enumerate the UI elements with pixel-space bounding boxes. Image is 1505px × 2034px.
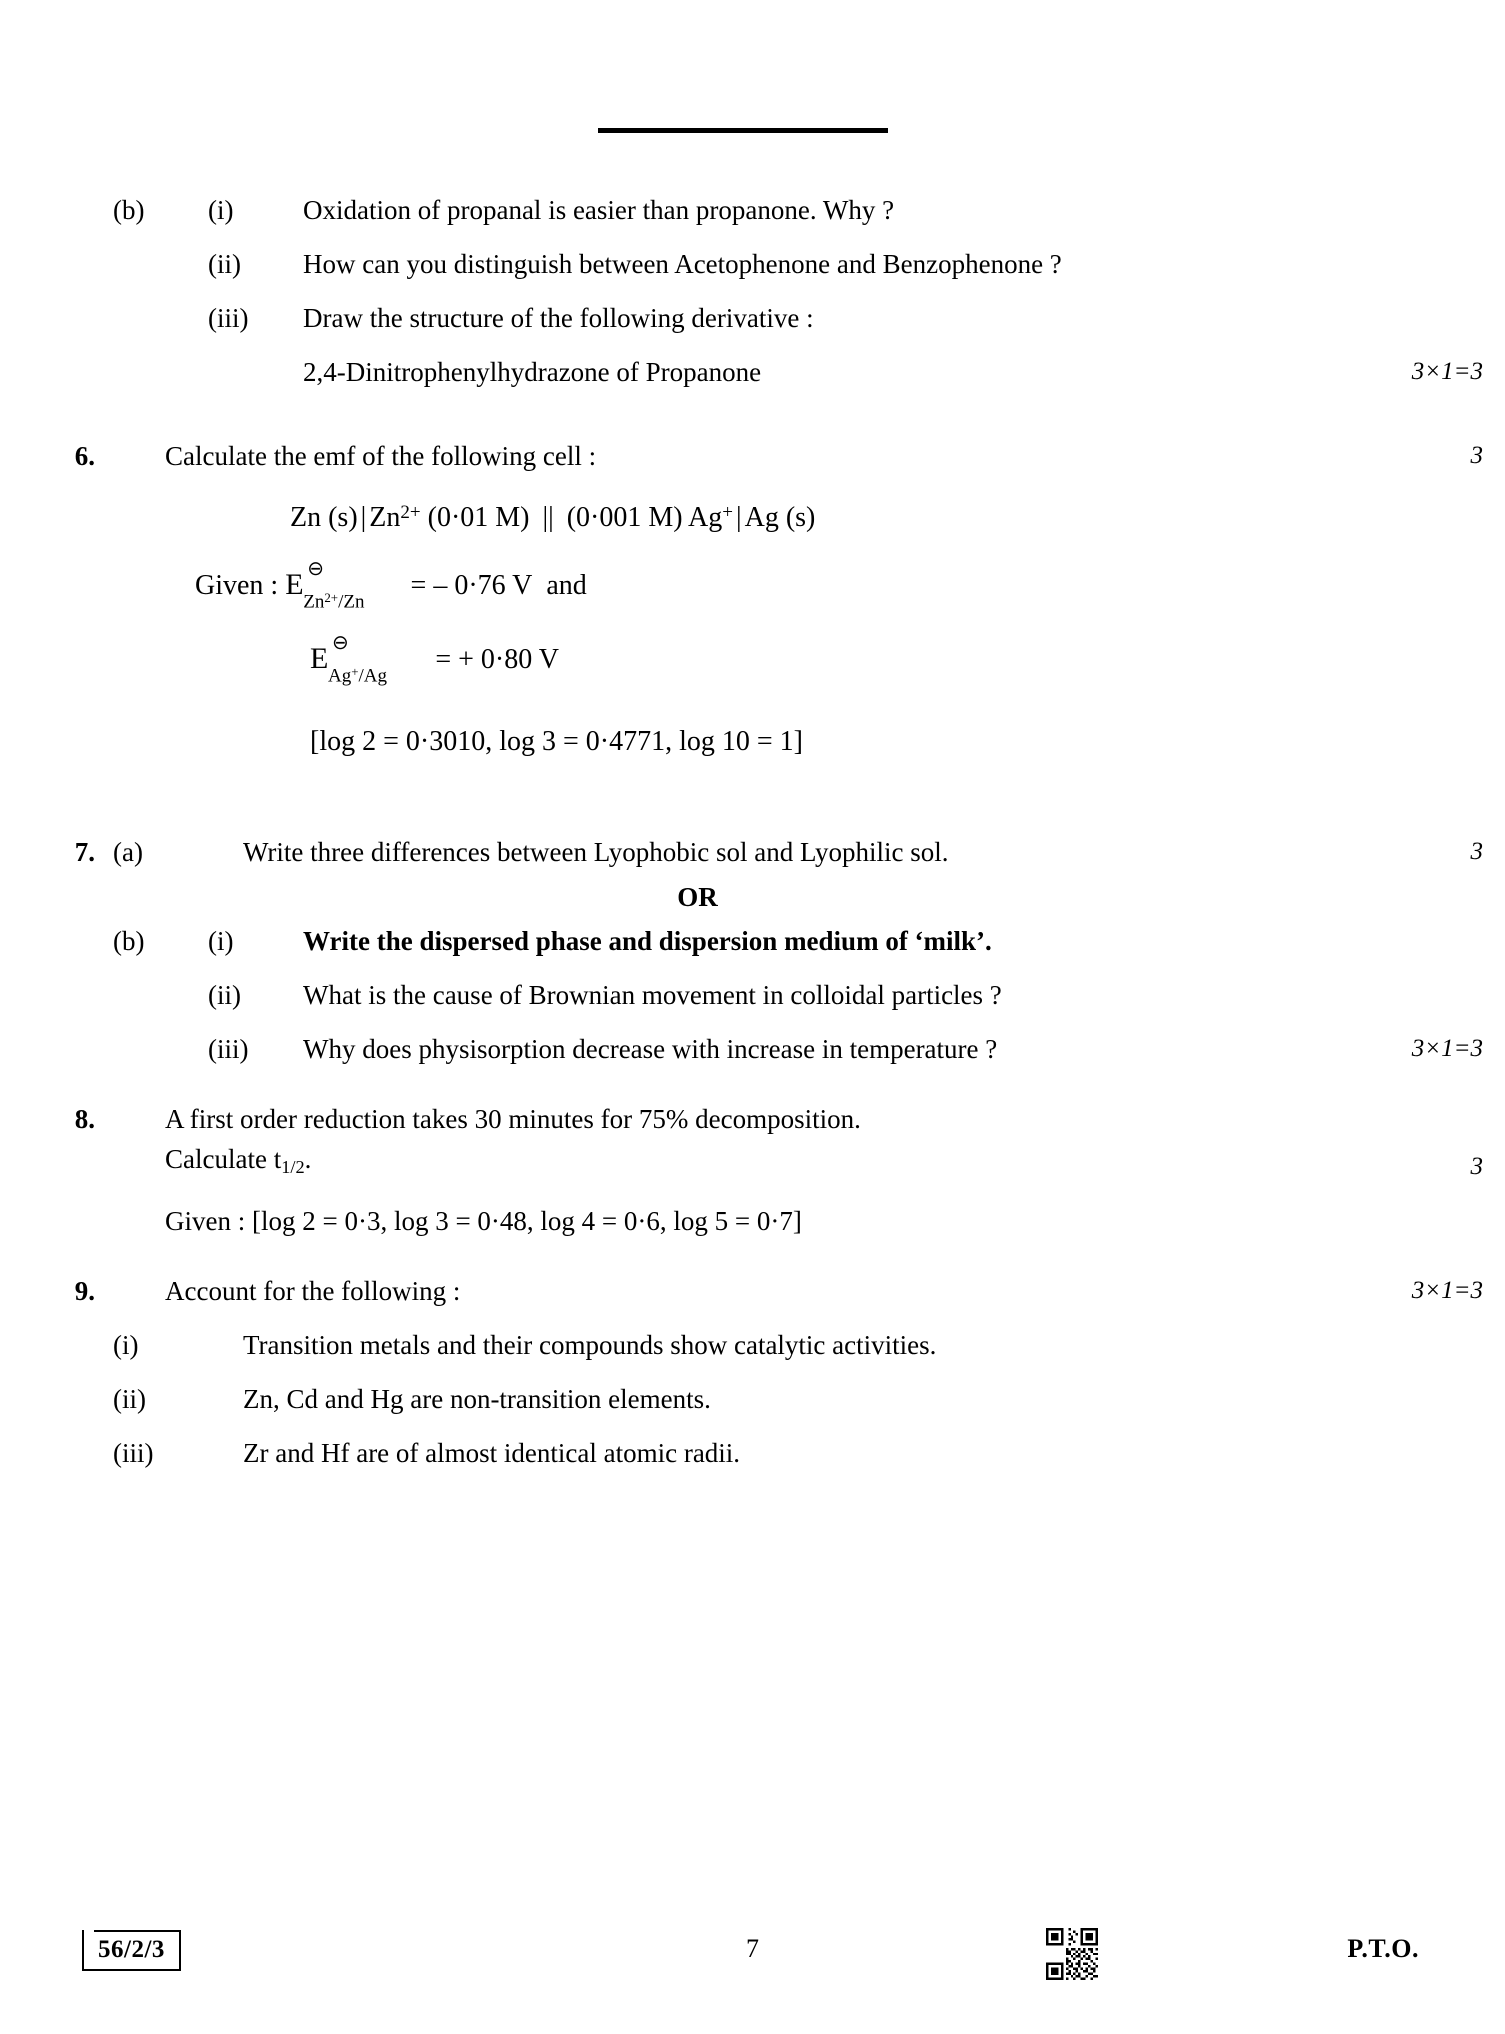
question-alpha: (a) bbox=[113, 837, 143, 867]
part-roman: (i) bbox=[113, 1330, 139, 1361]
question-8-given bbox=[0, 1201, 1505, 1241]
part-text: Transition metals and their compounds show catalytic activities. bbox=[243, 1330, 937, 1361]
question-7b-part-ii bbox=[0, 975, 1505, 1015]
qr-code-icon bbox=[1046, 1928, 1098, 1980]
part-text: Oxidation of propanal is easier than propanone. Why ? bbox=[303, 195, 895, 225]
question-7b-part-iii bbox=[0, 1029, 1505, 1069]
question-text: Write three differences between Lyophobic sol and Lyophilic sol. bbox=[243, 837, 949, 867]
question-number: 9. bbox=[74, 1276, 95, 1307]
given-log-values-q8: Given : [log 2 = 0·3, log 3 = 0·48, log 4 = 0·6, log 5 = 0·7] bbox=[165, 1206, 802, 1237]
spacer bbox=[0, 758, 1505, 802]
question-text bbox=[113, 1099, 1373, 1187]
part-text: Zr and Hf are of almost identical atomic radii. bbox=[243, 1438, 741, 1469]
half-life-subscript: 1/2 bbox=[281, 1157, 305, 1178]
standard-potential-zn: E ⊖ $Zn^{2+}/Zn$ bbox=[285, 558, 365, 613]
part-roman: (i) bbox=[208, 926, 234, 956]
spacer bbox=[0, 230, 1505, 244]
spacer bbox=[0, 961, 1505, 975]
question-alpha: (b) bbox=[113, 926, 145, 956]
part-roman: (ii) bbox=[208, 980, 241, 1010]
spacer bbox=[0, 1419, 1505, 1433]
part-roman: (iii) bbox=[208, 303, 249, 333]
question-number: 8. bbox=[74, 1104, 95, 1134]
question-5b-part-iii bbox=[0, 298, 1505, 338]
paper-code: 56/2/3 bbox=[82, 1930, 181, 1971]
given-electrode-potential-2: E ⊖ Ag+/Ag = + 0·80 V bbox=[310, 632, 559, 687]
page-content bbox=[0, 190, 1505, 1473]
header-rule bbox=[598, 128, 888, 133]
question-text: Account for the following : bbox=[165, 1276, 461, 1307]
question-number: 7. bbox=[74, 837, 95, 867]
question-8-line1: A first order reduction takes 30 minutes for 75% decomposition. bbox=[165, 1104, 861, 1134]
question-9-part-ii bbox=[0, 1379, 1505, 1419]
part-text: How can you distinguish between Acetophenone and Benzophenone ? bbox=[303, 249, 1062, 279]
spacer bbox=[0, 1241, 1505, 1271]
question-7a bbox=[0, 832, 1505, 872]
part-text: Write the dispersed phase and dispersion medium of ‘milk’. bbox=[303, 926, 992, 956]
given-label: Given : bbox=[195, 570, 279, 601]
part-text: Draw the structure of the following derivative : bbox=[303, 303, 814, 333]
spacer bbox=[0, 338, 1505, 352]
question-8 bbox=[0, 1099, 1505, 1187]
question-marks: 3 bbox=[1470, 442, 1483, 469]
part-marks: 3×1=3 bbox=[1411, 358, 1483, 385]
log-values-q6: [log 2 = 0·3010, log 3 = 0·4771, log 10 = 1] bbox=[310, 726, 804, 757]
question-8-line2 bbox=[165, 1139, 1353, 1187]
spacer bbox=[0, 284, 1505, 298]
part-roman: (ii) bbox=[208, 249, 241, 279]
part-marks: 3×1=3 bbox=[1411, 1035, 1483, 1062]
spacer bbox=[0, 1365, 1505, 1379]
question-5b-part-i bbox=[0, 190, 1505, 230]
question-5b-derivative-line bbox=[0, 352, 1505, 392]
spacer bbox=[0, 802, 1505, 832]
part-text: Zn, Cd and Hg are non-transition elements. bbox=[243, 1384, 711, 1415]
or-separator: OR bbox=[677, 882, 718, 912]
part-roman: (iii) bbox=[208, 1034, 249, 1064]
standard-potential-ag: E ⊖ Ag+/Ag bbox=[310, 632, 388, 687]
part-text: Why does physisorption decrease with increase in temperature ? bbox=[303, 1034, 998, 1064]
question-9 bbox=[0, 1271, 1505, 1311]
question-text: Calculate the emf of the following cell : bbox=[165, 441, 597, 471]
question-alpha: (b) bbox=[113, 195, 145, 225]
part-roman: (iii) bbox=[113, 1438, 154, 1469]
spacer bbox=[0, 392, 1505, 436]
page-footer bbox=[0, 1930, 1505, 1990]
derivative-name: 2,4-Dinitrophenylhydrazone of Propanone bbox=[303, 357, 762, 387]
spacer bbox=[0, 1311, 1505, 1325]
question-5b-part-ii bbox=[0, 244, 1505, 284]
period: . bbox=[304, 1144, 312, 1174]
question-9-part-iii bbox=[0, 1433, 1505, 1473]
pto-label: P.T.O. bbox=[1347, 1934, 1419, 1963]
part-roman: (ii) bbox=[113, 1384, 146, 1415]
part-roman: (i) bbox=[208, 195, 234, 225]
page-number: 7 bbox=[746, 1934, 759, 1963]
question-marks: 3×1=3 bbox=[1411, 1277, 1483, 1305]
question-9-part-i bbox=[0, 1325, 1505, 1365]
given-electrode-potential-1: Given : E ⊖ $Zn^{2+}/Zn$ = – 0·76 V and bbox=[195, 558, 587, 613]
spacer bbox=[0, 1015, 1505, 1029]
cell-notation: Zn (s) | $Zn^{2+}$ (0·01 M) || (0·001 M) Ag+ | Ag (s) bbox=[290, 502, 816, 533]
question-7b-part-i bbox=[0, 921, 1505, 961]
spacer bbox=[0, 1187, 1505, 1201]
question-marks: 3 bbox=[1470, 838, 1483, 865]
question-6 bbox=[0, 436, 1505, 476]
calculate-label: Calculate t bbox=[165, 1144, 282, 1174]
part-text: What is the cause of Brownian movement in colloidal particles ? bbox=[303, 980, 1002, 1010]
question-number: 6. bbox=[74, 441, 95, 471]
question-marks: 3 bbox=[1470, 1153, 1483, 1181]
spacer bbox=[0, 1069, 1505, 1099]
